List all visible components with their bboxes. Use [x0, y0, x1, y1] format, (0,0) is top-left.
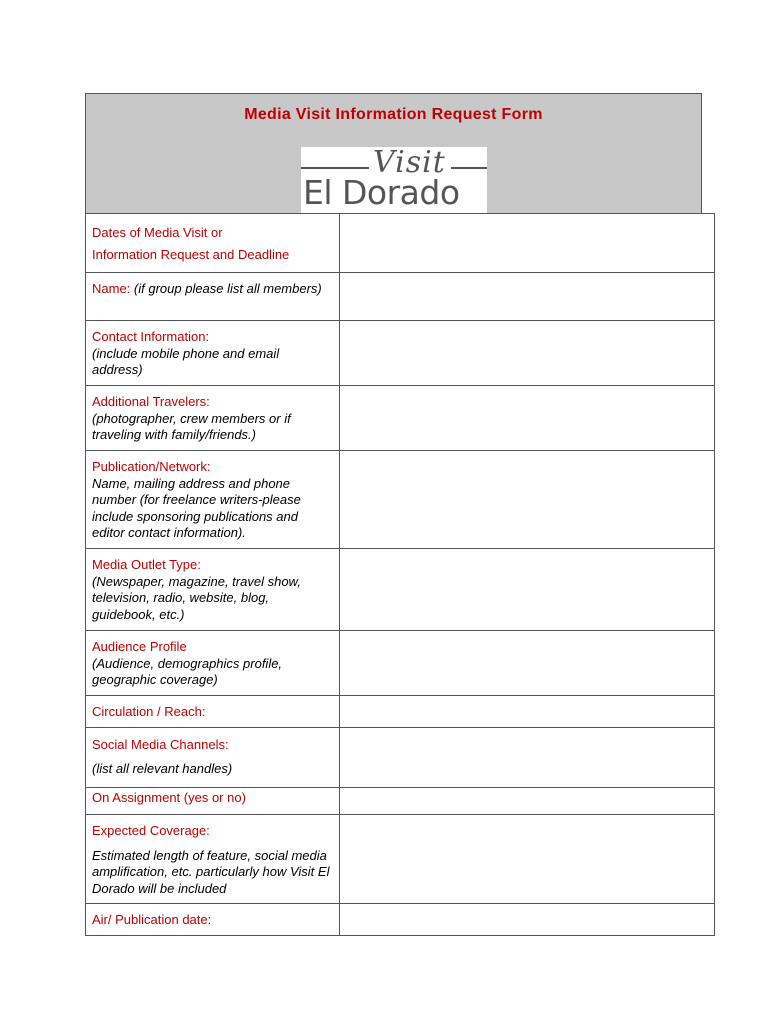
travelers-field[interactable] [340, 386, 715, 451]
table-row [86, 451, 715, 549]
dates-label-cell [86, 214, 340, 273]
table-row [86, 904, 715, 936]
table-row [86, 728, 715, 788]
logo-visit-text: Visit [373, 145, 446, 180]
coverage-note: Estimated length of feature, social media amplification, etc. particularly how Visit El Dorado will be included [92, 847, 330, 896]
air-date-label: Air/ Publication date: [92, 912, 212, 927]
assignment-field[interactable] [340, 788, 715, 815]
publication-note: Name, mailing address and phone number (for freelance writers-please include sponsoring publications and editor contact information). [92, 475, 301, 540]
outlet-type-label-cell [86, 549, 340, 631]
contact-label-cell [86, 321, 340, 386]
audience-note: (Audience, demographics profile, geographic coverage) [92, 655, 283, 687]
contact-note: (include mobile phone and email address) [92, 345, 280, 377]
publication-label: Publication/Network: [92, 459, 211, 474]
table-row [86, 788, 715, 815]
travelers-label: Additional Travelers: [92, 394, 210, 409]
audience-field[interactable] [340, 631, 715, 696]
dates-field[interactable] [340, 214, 715, 273]
contact-label: Contact Information: [92, 329, 210, 344]
audience-label: Audience Profile [92, 639, 187, 654]
form-table [85, 213, 715, 936]
social-note: (list all relevant handles) [92, 761, 233, 776]
name-field[interactable] [340, 273, 715, 321]
table-row [86, 815, 715, 904]
social-label: Social Media Channels: [92, 737, 229, 752]
outlet-type-label: Media Outlet Type: [92, 557, 201, 572]
coverage-label: Expected Coverage: [92, 823, 210, 838]
circulation-label-cell [86, 696, 340, 728]
travelers-note: (photographer, crew members or if traveling with family/friends.) [92, 410, 291, 442]
table-row [86, 386, 715, 451]
table-row [86, 696, 715, 728]
air-date-label-cell [86, 904, 340, 936]
name-note: (if group please list all members) [130, 281, 322, 296]
social-field[interactable] [340, 728, 715, 788]
name-label: Name: [92, 281, 131, 296]
dates-label: Dates of Media Visit or [92, 225, 223, 240]
coverage-field[interactable] [340, 815, 715, 904]
form-header [85, 93, 702, 213]
logo-name-text: El Dorado [303, 173, 460, 212]
outlet-type-field[interactable] [340, 549, 715, 631]
publication-label-cell [86, 451, 340, 549]
dates-label-line2: Information Request and Deadline [92, 247, 290, 262]
name-label-cell [86, 273, 340, 321]
contact-field[interactable] [340, 321, 715, 386]
air-date-field[interactable] [340, 904, 715, 936]
table-row [86, 214, 715, 273]
assignment-label: On Assignment (yes or no) [92, 790, 246, 805]
circulation-label: Circulation / Reach: [92, 704, 206, 719]
social-label-cell [86, 728, 340, 788]
form-title: Media Visit Information Request Form [244, 106, 543, 123]
logo-rule-right [451, 167, 487, 169]
visit-el-dorado-logo [301, 147, 487, 213]
media-request-form [85, 93, 702, 936]
table-row [86, 549, 715, 631]
logo-rule-left [301, 167, 369, 169]
table-row [86, 321, 715, 386]
circulation-field[interactable] [340, 696, 715, 728]
assignment-label-cell [86, 788, 340, 815]
table-row [86, 273, 715, 321]
outlet-type-note: (Newspaper, magazine, travel show, television, radio, website, blog, guidebook, etc.) [92, 573, 301, 622]
publication-field[interactable] [340, 451, 715, 549]
travelers-label-cell [86, 386, 340, 451]
audience-label-cell [86, 631, 340, 696]
coverage-label-cell [86, 815, 340, 904]
table-row [86, 631, 715, 696]
